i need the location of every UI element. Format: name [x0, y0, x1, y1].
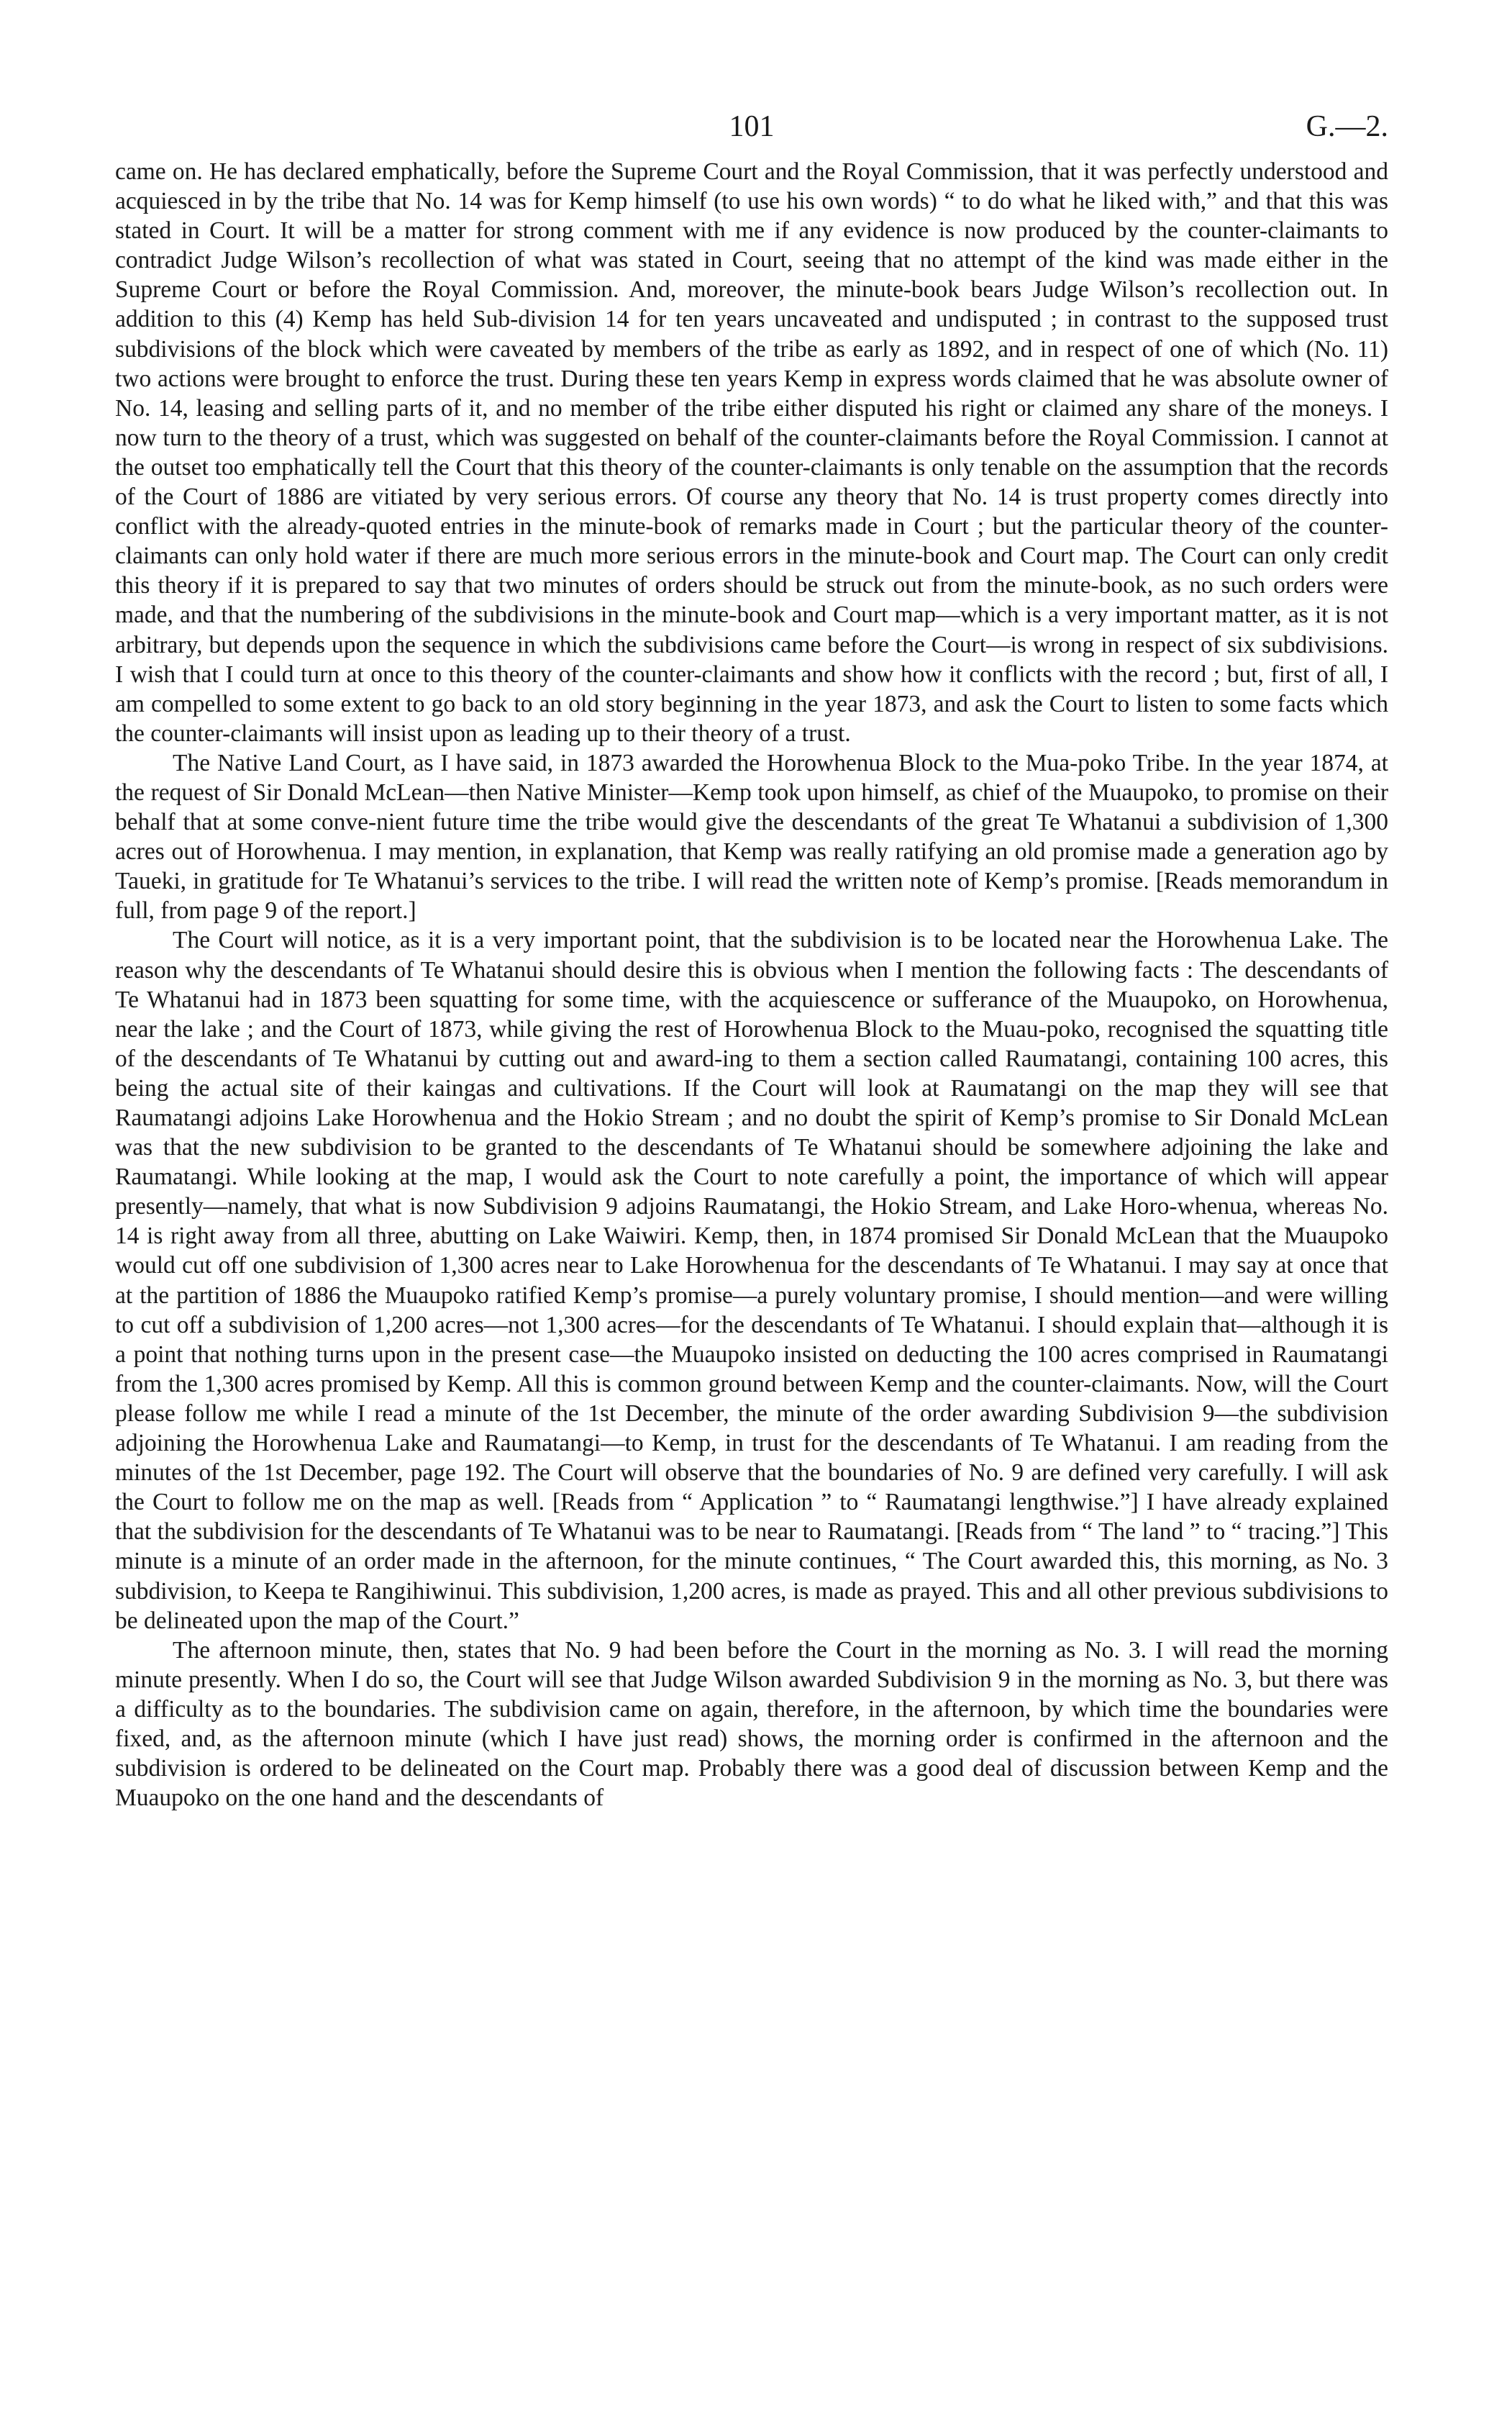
body-text — [115, 157, 1388, 1813]
paragraph-3: The Court will notice, as it is a very important point, that the subdivision is to be located near the Horowhenua Lake. The reason why the descendants of Te Whatanui should desire this is obvious when I mention the following facts : The descendants of Te Whatanui had in 1873 been squatting for some time, with the acquiescence or sufferance of the Muaupoko, on Horowhenua, near the lake ; and the Court of 1873, while giving the rest of Horowhenua Block to the Muau-poko, recognised the squatting title of the descendants of Te Whatanui by cutting out and award-ing to them a section called Raumatangi, containing 100 acres, this being the actual site of their kaingas and cultivations. If the Court will look at Raumatangi on the map they will see that Raumatangi adjoins Lake Horowhenua and the Hokio Stream ; and no doubt the spirit of Kemp’s promise to Sir Donald McLean was that the new subdivision to be granted to the descendants of Te Whatanui should be somewhere adjoining the lake and Raumatangi. While looking at the map, I would ask the Court to note carefully a point, the importance of which will appear presently—namely, that what is now Subdivision 9 adjoins Raumatangi, the Hokio Stream, and Lake Horo-whenua, whereas No. 14 is right away from all three, abutting on Lake Waiwiri. Kemp, then, in 1874 promised Sir Donald McLean that the Muaupoko would cut off one subdivision of 1,300 acres near to Lake Horowhenua for the descendants of Te Whatanui. I may say at once that at the partition of 1886 the Muaupoko ratified Kemp’s promise—a purely voluntary promise, I should mention—and were willing to cut off a subdivision of 1,200 acres—not 1,300 acres—for the descendants of Te Whatanui. I should explain that—although it is a point that nothing turns upon in the present case—the Muaupoko insisted on deducting the 100 acres comprised in Raumatangi from the 1,300 acres promised by Kemp. All this is common ground between Kemp and the counter-claimants. Now, will the Court please follow me while I read a minute of the 1st December, the minute of the order awarding Subdivision 9—the subdivision adjoining the Horowhenua Lake and Raumatangi—to Kemp, in trust for the descendants of Te Whatanui. I am reading from the minutes of the 1st December, page 192. The Court will observe that the boundaries of No. 9 are defined very carefully. I will ask the Court to follow me on the map as well. [Reads from “ Application ” to “ Raumatangi lengthwise.”] I have already explained that the subdivision for the descendants of Te Whatanui was to be near to Raumatangi. [Reads from “ The land ” to “ tracing.”] This minute is a minute of an order made in the afternoon, for the minute continues, “ The Court awarded this, this morning, as No. 3 subdivision, to Keepa te Rangihiwinui. This subdivision, 1,200 acres, is made as prayed. This and all other previous subdivisions to be delineated upon the map of the Court.” — [115, 927, 1388, 1634]
page-header — [115, 94, 1388, 151]
document-page — [115, 94, 1388, 1813]
paragraph-1: came on. He has declared emphatically, before the Supreme Court and the Royal Commission, that it was perfectly understood and acquiesced in by the tribe that No. 14 was for Kemp himself (to use his own words) “ to do what he liked with,” and that this was stated in Court. It will be a matter for strong comment with me if any evidence is now produced by the counter-claimants to contradict Judge Wilson’s recollection of what was stated in Court, seeing that no attempt of the kind was made either in the Supreme Court or before the Royal Commission. And, moreover, the minute-book bears Judge Wilson’s recollection out. In addition to this (4) Kemp has held Sub-division 14 for ten years uncaveated and undisputed ; in contrast to the supposed trust subdivisions of the block which were caveated by members of the tribe as early as 1892, and in respect of one of which (No. 11) two actions were brought to enforce the trust. During these ten years Kemp in express words claimed that he was absolute owner of No. 14, leasing and selling parts of it, and no member of the tribe either disputed his right or claimed any share of the moneys. I now turn to the theory of a trust, which was suggested on behalf of the counter-claimants before the Royal Commission. I cannot at the outset too emphatically tell the Court that this theory of the counter-claimants is only tenable on the assumption that the records of the Court of 1886 are vitiated by very serious errors. Of course any theory that No. 14 is trust property comes directly into conflict with the already-quoted entries in the minute-book of remarks made in Court ; but the particular theory of the counter-claimants can only hold water if there are much more serious errors in the minute-book and Court map. The Court can only credit this theory if it is prepared to say that two minutes of orders should be struck out from the minute-book, as no such orders were made, and that the numbering of the subdivisions in the minute-book and Court map—which is a very important matter, as it is not arbitrary, but depends upon the sequence in which the subdivisions came before the Court—is wrong in respect of six subdivisions. I wish that I could turn at once to this theory of the counter-claimants and show how it conflicts with the record ; but, first of all, I am compelled to some extent to go back to an old story beginning in the year 1873, and ask the Court to listen to some facts which the counter-claimants will insist upon as leading up to their theory of a trust. — [115, 158, 1388, 747]
paragraph-4: The afternoon minute, then, states that No. 9 had been before the Court in the morning as No. 3. I will read the morning minute presently. When I do so, the Court will see that Judge Wilson awarded Subdivision 9 in the morning as No. 3, but there was a difficulty as to the boundaries. The subdivision came on again, therefore, in the afternoon, by which time the boundaries were fixed, and, as the afternoon minute (which I have just read) shows, the morning order is confirmed in the afternoon and the subdivision is ordered to be delineated on the Court map. Probably there was a good deal of discussion between Kemp and the Muaupoko on the one hand and the descendants of — [115, 1636, 1388, 1812]
page-number: 101 — [729, 110, 775, 143]
paragraph-2: The Native Land Court, as I have said, in 1873 awarded the Horowhenua Block to the Mua-poko Tribe. In the year 1874, at the request of Sir Donald McLean—then Native Minister—Kemp took upon himself, as chief of the Muaupoko, to promise on their behalf that at some conve-nient future time the tribe would give the descendants of the great Te Whatanui a subdivision of 1,300 acres out of Horowhenua. I may mention, in explanation, that Kemp was really ratifying an old promise made a generation ago by Taueki, in gratitude for Te Whatanui’s services to the tribe. I will read the written note of Kemp’s promise. [Reads memorandum in full, from page 9 of the report.] — [115, 749, 1388, 925]
document-reference: G.—2. — [1306, 110, 1388, 143]
